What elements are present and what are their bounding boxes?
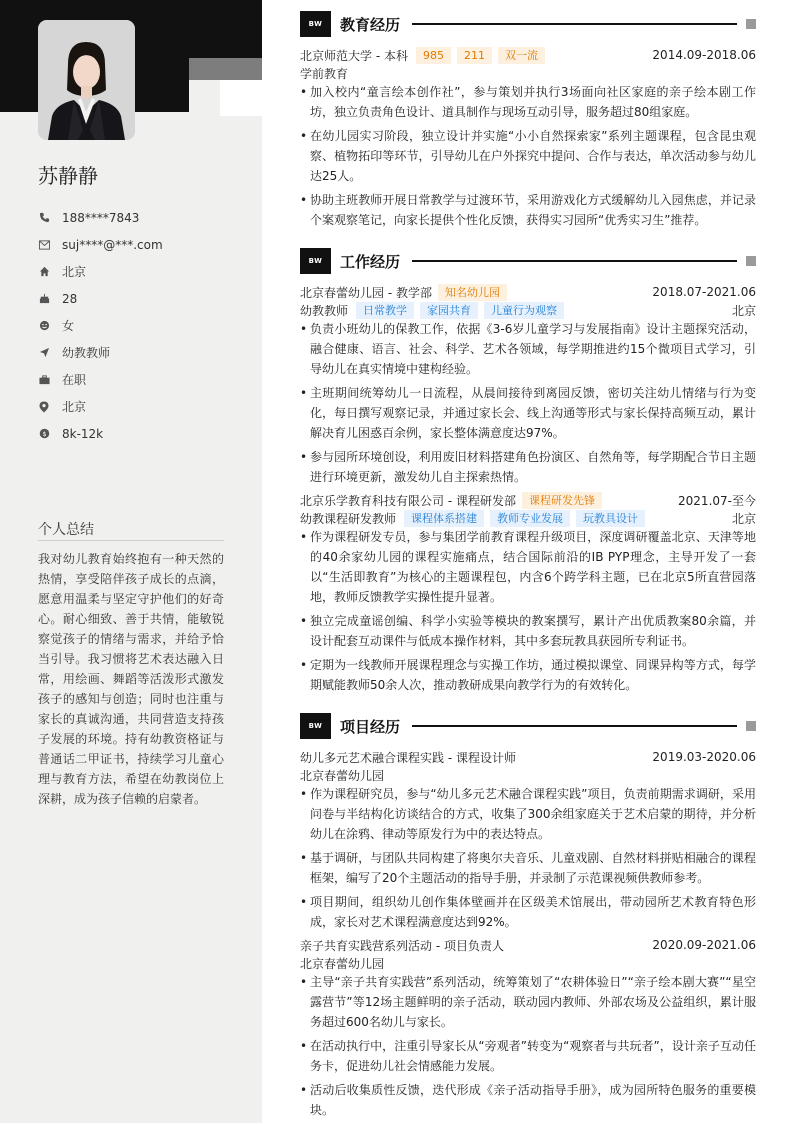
project-2-date: 2020.09-2021.06 — [652, 938, 756, 952]
project-1-name: 幼儿多元艺术融合课程实践 - 课程设计师 — [300, 750, 516, 765]
salary-icon — [38, 428, 50, 440]
job-2-role-tag: 玩教具设计 — [576, 510, 645, 527]
bullet-item: • 独立完成童谣创编、科学小实验等模块的教案撰写，累计产出优质教案80余篇，并设计配套互动课件与低成本操作材料，其中多套玩教具获园所专利证书。 — [300, 611, 756, 651]
briefcase-icon — [38, 374, 50, 386]
bullet-item: • 主导“亲子共育实践营”系列活动，统筹策划了“农耕体验日”“亲子绘本剧大赛”“星空露营节”等12场主题鲜明的亲子活动，联动园内教师、外部农场及公益组织，累计服务超过600名幼儿与家长。 — [300, 972, 756, 1032]
contact-list — [38, 204, 163, 447]
bullet-item: • 作为课程研究员，参与“幼儿多元艺术融合课程实践”项目，负责前期需求调研，采用问卷与半结构化访谈结合的方式，收集了300余组家庭关于艺术启蒙的期待，并分析幼儿在涂鸦、律动等原发行为中的表达特点。 — [300, 784, 756, 844]
contact-location-text: 北京 — [62, 400, 87, 414]
summary-divider — [38, 540, 224, 541]
job-1-role-tag: 家园共育 — [420, 302, 478, 319]
contact-phone — [38, 204, 163, 231]
bullet-item: • 在幼儿园实习阶段，独立设计并实施“小小自然探索家”系列主题课程，包含昆虫观察、植物拓印等环节，引导幼儿在户外探究中提问、合作与表达，单次活动参与幼儿达25人。 — [300, 126, 756, 186]
job-2-header — [300, 491, 756, 509]
candidate-name: 苏静静 — [38, 164, 98, 188]
job-1-role: 幼教教师 — [300, 303, 349, 318]
education-tag: 双一流 — [498, 47, 545, 64]
job-2-role-tag: 教师专业发展 — [490, 510, 570, 527]
education-school: 北京师范大学 - 本科 — [300, 48, 408, 63]
bullet-item: • 基于调研，与团队共同构建了将奥尔夫音乐、儿童戏剧、自然材料拼贴相融合的课程框架，编写了20个主题活动的指导手册，并录制了示范课视频供教师参考。 — [300, 848, 756, 888]
bullet-item: • 活动后收集质性反馈，迭代形成《亲子活动指导手册》，成为园所特色服务的重要模块。 — [300, 1080, 756, 1120]
job-2-city: 北京 — [731, 511, 756, 526]
project-1-date: 2019.03-2020.06 — [652, 750, 756, 764]
job-2-role: 幼教课程研发教师 — [300, 511, 397, 526]
job-2-company-tag: 课程研发先锋 — [522, 492, 602, 509]
section-square — [746, 256, 756, 266]
contact-home — [38, 258, 163, 285]
contact-salary-text: 8k-12k — [62, 426, 104, 441]
education-tag: 985 — [416, 47, 451, 64]
job-1-date: 2018.07-2021.06 — [652, 285, 756, 299]
contact-salary — [38, 420, 163, 447]
work-section-header — [300, 248, 756, 274]
project-2-org: 北京春蕾幼儿园 — [300, 956, 385, 971]
bullet-item: • 协助主班教师开展日常教学与过渡环节，采用游戏化方式缓解幼儿入园焦虑，并记录个案观察笔记，向家长提供个性化反馈，获得实习园所“优秀实习生”推荐。 — [300, 190, 756, 230]
education-date: 2014.09-2018.06 — [652, 48, 756, 62]
profile-photo — [38, 20, 135, 140]
header-band-white — [220, 80, 262, 116]
contact-gender — [38, 312, 163, 339]
phone-icon — [38, 212, 50, 224]
section-rule — [412, 725, 737, 727]
project-2-bullets — [300, 972, 756, 1124]
job-2-date: 2021.07-至今 — [678, 493, 756, 508]
contact-status — [38, 366, 163, 393]
portrait-illustration — [38, 20, 135, 140]
education-bullets — [300, 82, 756, 234]
project-1-header — [300, 748, 756, 766]
section-square — [746, 19, 756, 29]
home-icon — [38, 266, 50, 278]
bullet-item: • 作为课程研发专员，参与集团学前教育课程升级项目，深度调研覆盖北京、天津等地的40余家幼儿园的课程实施痛点，结合国际前沿的IB PYP理念，主导开发了一套以“生活即教育”为核心的主题课程包，内含6个跨学科主题，已在北京5所直营园落地，教师反馈教学实操性提升显著。 — [300, 527, 756, 607]
education-major: 学前教育 — [300, 66, 349, 81]
cake-icon — [38, 293, 50, 305]
job-1-company-tag: 知名幼儿园 — [438, 284, 507, 301]
education-major-row — [300, 64, 756, 82]
contact-gender-text: 女 — [62, 319, 75, 333]
job-1-bullets — [300, 319, 756, 491]
contact-age-text: 28 — [62, 291, 78, 306]
contact-position — [38, 339, 163, 366]
send-icon — [38, 347, 50, 359]
project-1-org: 北京春蕾幼儿园 — [300, 768, 385, 783]
bullet-item: • 在活动执行中，注重引导家长从“旁观者”转变为“观察者与共玩者”，设计亲子互动任务卡，促进幼儿社会情感能力发展。 — [300, 1036, 756, 1076]
header-band-gray — [189, 58, 262, 80]
education-entry-header — [300, 46, 756, 64]
email-icon — [38, 239, 50, 251]
job-1-city: 北京 — [731, 303, 756, 318]
education-section-header — [300, 11, 756, 37]
education-section-title: 教育经历 — [340, 15, 401, 34]
section-square — [746, 721, 756, 731]
contact-email-text: suj****@***.com — [62, 237, 163, 252]
job-2-role-row — [300, 509, 756, 527]
bullet-item: • 项目期间，组织幼儿创作集体壁画并在区级美术馆展出，带动园所艺术教育特色形成，家长对艺术课程满意度达到92%。 — [300, 892, 756, 932]
contact-status-text: 在职 — [62, 373, 87, 387]
contact-phone-text: 188****7843 — [62, 210, 140, 225]
section-rule — [412, 260, 737, 262]
job-1-role-tag: 儿童行为观察 — [484, 302, 564, 319]
summary-title: 个人总结 — [38, 522, 94, 538]
project-2-org-row — [300, 954, 756, 972]
project-2-header — [300, 936, 756, 954]
job-1-role-row — [300, 301, 756, 319]
job-1-role-tag: 日常教学 — [356, 302, 414, 319]
gender-icon — [38, 320, 50, 332]
bullet-item: • 定期为一线教师开展课程理念与实操工作坊，通过模拟课堂、同课异构等方式，每学期赋能教师50余人次，推动教研成果向教学行为的有效转化。 — [300, 655, 756, 695]
contact-email — [38, 231, 163, 258]
project-1-bullets — [300, 784, 756, 936]
projects-section-title: 项目经历 — [340, 717, 401, 736]
job-1-header — [300, 283, 756, 301]
job-2-bullets — [300, 527, 756, 699]
contact-location — [38, 393, 163, 420]
work-section-title: 工作经历 — [340, 252, 401, 271]
section-rule — [412, 23, 737, 25]
contact-home-text: 北京 — [62, 265, 87, 279]
project-1-org-row — [300, 766, 756, 784]
job-2-role-tag: 课程体系搭建 — [404, 510, 484, 527]
location-icon — [38, 401, 50, 413]
projects-section-icon: BW — [300, 713, 331, 739]
job-2-company: 北京乐学教育科技有限公司 - 课程研发部 — [300, 493, 516, 508]
summary-text: 我对幼儿教育始终抱有一种天然的热情，享受陪伴孩子成长的点滴，愿意用温柔与坚定守护他们的好奇心。耐心细致、善于共情，能敏锐察觉孩子的情绪与需求，并给予恰当引导。我习惯将艺术表达融入日常，用绘画、舞蹈等活泼形式激发孩子的感知与创造；同时也注重与家长的真诚沟通，共同营造支持孩子发展的环境。持有幼教资格证与普通话二甲证书，持续学习儿童心理与教育方法，希望在幼教岗位上深耕，成为孩子信赖的启蒙者。 — [38, 552, 224, 806]
education-section-icon: BW — [300, 11, 331, 37]
education-tag: 211 — [457, 47, 492, 64]
contact-age — [38, 285, 163, 312]
bullet-item: • 负责小班幼儿的保教工作，依据《3-6岁儿童学习与发展指南》设计主题探究活动，融合健康、语言、社会、科学、艺术各领域，每学期推进约15个微项目式学习，引导幼儿在真实情境中建构经验。 — [300, 319, 756, 379]
bullet-item: • 加入校内“童言绘本创作社”，参与策划并执行3场面向社区家庭的亲子绘本剧工作坊，独立负责角色设计、道具制作与现场互动引导，服务超过80组家庭。 — [300, 82, 756, 122]
bullet-item: • 参与园所环境创设，利用废旧材料搭建角色扮演区、自然角等，每学期配合节日主题进行环境更新，激发幼儿自主探索热情。 — [300, 447, 756, 487]
projects-section-header — [300, 713, 756, 739]
project-2-name: 亲子共育实践营系列活动 - 项目负责人 — [300, 938, 504, 953]
contact-position-text: 幼教教师 — [62, 346, 111, 360]
job-1-company: 北京春蕾幼儿园 - 教学部 — [300, 285, 432, 300]
bullet-item: • 主班期间统筹幼儿一日流程，从晨间接待到离园反馈，密切关注幼儿情绪与行为变化，每日撰写观察记录，并通过家长会、线上沟通等形式与家长保持高频互动，累计解决育儿困惑百余例，家长整体满意度达97%。 — [300, 383, 756, 443]
svg-text:$: $ — [41, 429, 47, 438]
work-section-icon: BW — [300, 248, 331, 274]
